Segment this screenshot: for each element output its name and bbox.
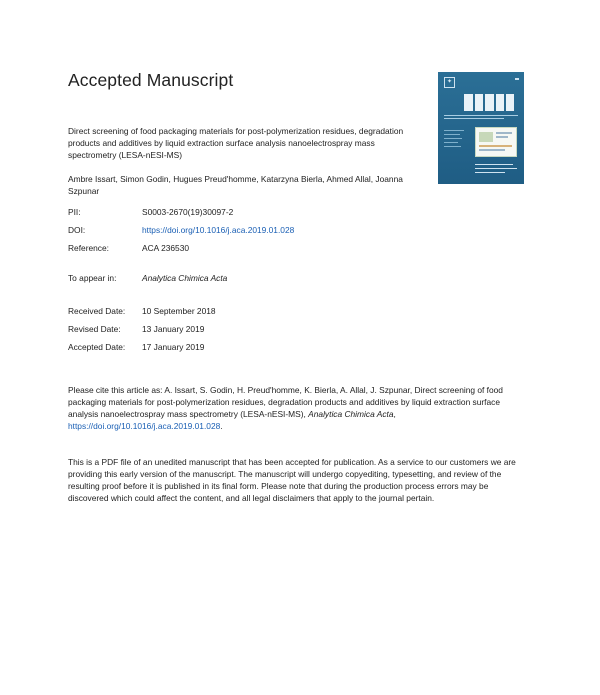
revised-date-value: 13 January 2019	[142, 324, 205, 334]
page-heading: Accepted Manuscript	[68, 70, 234, 90]
pii-label: PII:	[68, 207, 81, 217]
citation-doi-link[interactable]: https://doi.org/10.1016/j.aca.2019.01.028	[68, 421, 221, 431]
citation-journal: Analytica Chimica Acta	[308, 409, 394, 419]
reference-value: ACA 236530	[142, 243, 190, 253]
doi-link[interactable]: https://doi.org/10.1016/j.aca.2019.01.028	[142, 225, 295, 235]
citation-paragraph	[68, 384, 530, 432]
cover-figure-panel	[475, 127, 517, 157]
citation-text: Please cite this article as: A. Issart, S. Godin, H. Preud'homme, K. Bierla, A. Allal, J. Szpunar, Direct screening of food packaging materials for post-polymerization residues, degradation products and additives by liquid extraction surface analysis nanoelectrospray mass spectrometry (LESA-nESI-MS),	[68, 385, 503, 419]
accepted-date-label: Accepted Date:	[68, 342, 126, 352]
revised-date-label: Revised Date:	[68, 324, 121, 334]
reference-label: Reference:	[68, 243, 109, 253]
citation-separator: ,	[393, 409, 396, 419]
journal-name: Analytica Chimica Acta	[142, 273, 228, 283]
doi-label: DOI:	[68, 225, 86, 235]
journal-masthead-graphic	[464, 94, 514, 111]
publisher-logo-icon: ✦	[444, 77, 455, 88]
cover-corner-mark	[515, 78, 519, 80]
received-date-label: Received Date:	[68, 306, 126, 316]
citation-end: .	[220, 421, 223, 431]
disclaimer-paragraph: This is a PDF file of an unedited manuscript that has been accepted for publication. As a service to our customers we are providing this early version of the manuscript. The manuscript will undergo copyediting, typesetting, and review of the resulting proof before it is published in its final form. Please note that during the production process errors may be discovered which could affect the content, and all legal disclaimers that apply to the journal pertain.	[68, 457, 516, 503]
article-title: Direct screening of food packaging materials for post-polymerization residues, degradation products and additives by liquid extraction surface analysis nanoelectrospray mass spectrometry (LESA-nESI-MS)	[68, 126, 404, 160]
pii-value: S0003-2670(19)30097-2	[142, 207, 234, 217]
received-date-value: 10 September 2018	[142, 306, 216, 316]
accepted-date-value: 17 January 2019	[142, 342, 205, 352]
journal-cover-image	[438, 72, 524, 184]
appear-in-label: To appear in:	[68, 273, 117, 283]
author-list: Ambre Issart, Simon Godin, Hugues Preud'homme, Katarzyna Bierla, Ahmed Allal, Joanna Szpunar	[68, 174, 403, 196]
